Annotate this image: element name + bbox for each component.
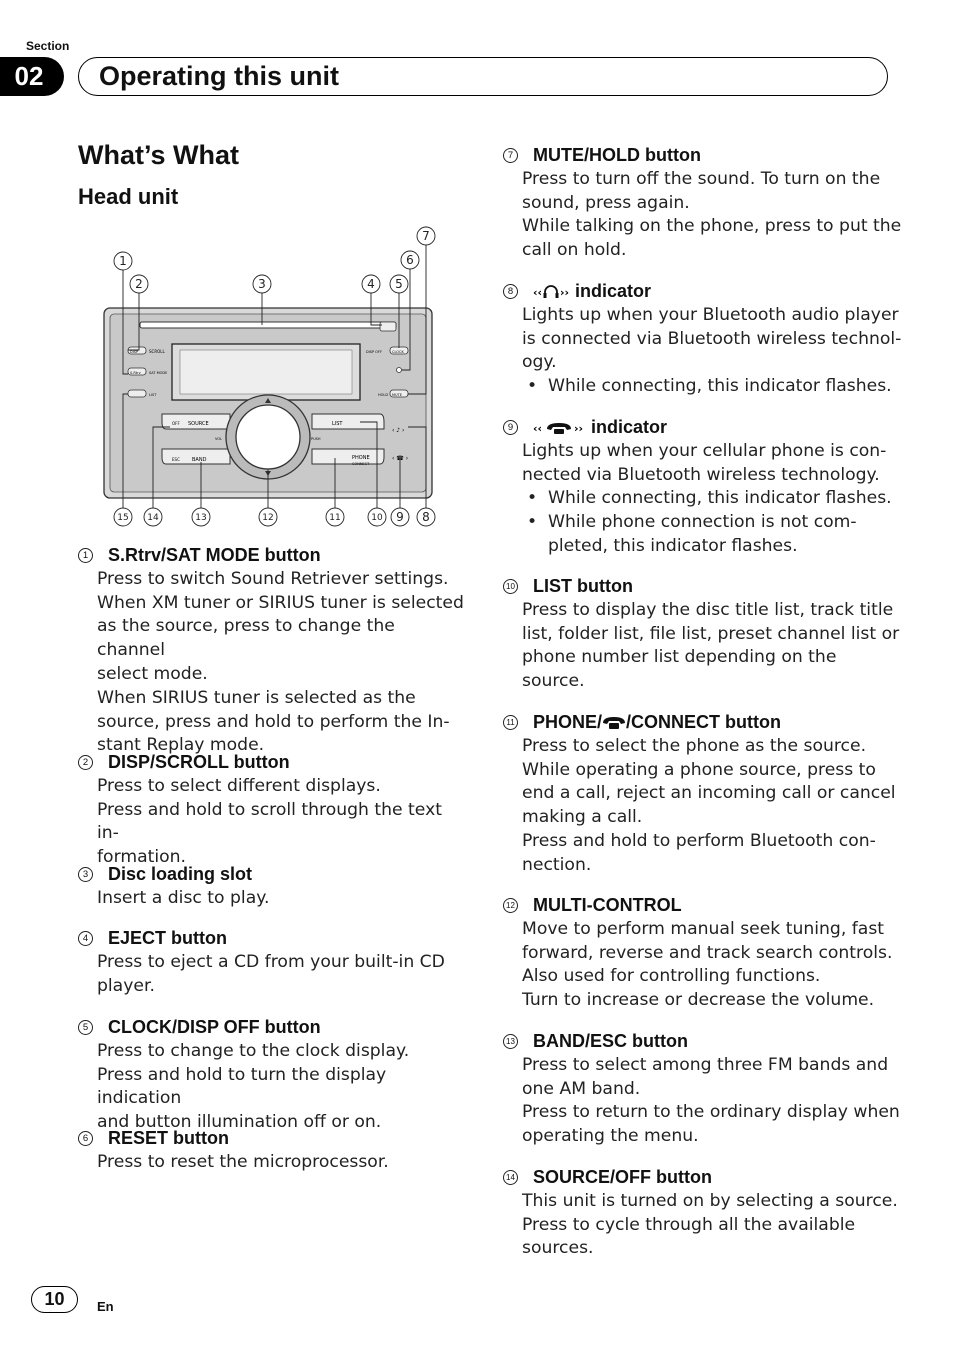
entry-line: Press and hold to turn the display indication: [97, 1064, 387, 1109]
entry-line: sources.: [522, 1238, 594, 1259]
entry-line: as the source, press to change the channel: [97, 616, 395, 661]
section-number: 02: [0, 57, 64, 96]
entry-num: 12: [503, 898, 518, 913]
entry-line: operating the menu.: [522, 1126, 699, 1147]
entry-num: 10: [503, 579, 518, 594]
entry-line: is connected via Bluetooth wireless technol-: [522, 328, 902, 349]
svg-text:‹‹: ‹‹: [533, 421, 543, 435]
entry-num: 14: [503, 1170, 518, 1185]
list-button: [312, 414, 384, 429]
entry-line: Press to select different displays.: [97, 775, 381, 796]
phone-indicator-icon: [533, 420, 585, 436]
list-small-button: [128, 390, 146, 397]
entry-1: [78, 544, 468, 758]
entry-title: indicator: [591, 417, 668, 437]
entry-line: Press to display the disc title list, track title: [522, 599, 894, 620]
entry-title: Disc loading slot: [108, 864, 253, 884]
headphone-indicator-icon: [533, 284, 569, 300]
entry-line: call on hold.: [522, 240, 627, 261]
svg-text:››: ››: [574, 421, 584, 435]
callout-4-label: 4: [367, 277, 375, 291]
entry-line: and button illumination off or on.: [97, 1112, 382, 1133]
entry-line: Press to turn off the sound. To turn on the: [522, 168, 881, 189]
phone-icon: [602, 716, 626, 730]
page-subtitle: Head unit: [78, 184, 179, 209]
entry-line: list, folder list, file list, preset channel list or: [522, 623, 900, 644]
entry-10: [503, 575, 903, 694]
entry-line: Press to cycle through all the available: [522, 1214, 856, 1235]
entry-title: EJECT button: [108, 928, 227, 948]
audio-indicator-icon: ‹ ♪ ›: [392, 427, 405, 434]
sat-mode-label: SAT MODE: [149, 371, 168, 375]
entry-title: indicator: [575, 281, 652, 301]
entry-11: [503, 711, 903, 878]
head-unit-diagram: [90, 222, 450, 538]
entry-title-pre: PHONE/: [533, 712, 603, 732]
entry-line: Press and hold to perform Bluetooth con-: [522, 830, 876, 851]
entry-5: [78, 1016, 473, 1135]
callout-13-label: 13: [195, 513, 207, 523]
entry-line: Move to perform manual seek tuning, fast: [522, 918, 885, 939]
entry-num: 3: [78, 867, 93, 882]
entry-13: [503, 1030, 903, 1149]
entry-title-post: /CONNECT button: [626, 712, 781, 732]
entry-title: S.Rtrv/SAT MODE button: [108, 545, 321, 565]
page-number: 10: [31, 1286, 78, 1313]
callout-8-label: 8: [422, 510, 430, 524]
disp-label-main: DISP: [130, 350, 139, 354]
phone-button: [312, 449, 384, 464]
bullet-item: • While connecting, this indicator flashes.: [522, 375, 903, 399]
entry-title: MUTE/HOLD button: [533, 145, 701, 165]
entry-line: formation.: [97, 847, 186, 868]
entry-line: ogy.: [522, 352, 557, 373]
entry-line: Press to reset the microprocessor.: [97, 1151, 389, 1172]
entry-line: While talking on the phone, press to put the: [522, 216, 902, 237]
entry-line: Lights up when your cellular phone is con-: [522, 440, 887, 461]
callout-1-label: 1: [119, 254, 127, 268]
entry-line: end a call, reject an incoming call or cancel: [522, 783, 896, 804]
entry-7: [503, 144, 903, 263]
entry-9: [503, 416, 903, 559]
entry-line: Press to select the phone as the source.: [522, 735, 867, 756]
entry-num: 9: [503, 420, 518, 435]
entry-line: Press to change to the clock display.: [97, 1040, 410, 1061]
entry-title: SOURCE/OFF button: [533, 1167, 712, 1187]
list-label: LIST: [332, 421, 343, 427]
entry-line: Press to eject a CD from your built-in CD: [97, 951, 445, 972]
entry-num: 4: [78, 931, 93, 946]
source-label: SOURCE: [188, 421, 209, 427]
mute-label: MUTE: [392, 393, 402, 397]
entry-line: Press to select among three FM bands and: [522, 1054, 889, 1075]
entry-line: source.: [522, 671, 585, 692]
entry-num: 5: [78, 1020, 93, 1035]
section-label: Section: [26, 39, 70, 53]
entry-line: select mode.: [97, 663, 208, 684]
entry-line: Press and hold to scroll through the text in-: [97, 799, 442, 844]
bullet-item: • While phone connection is not com- pleted, this indicator flashes.: [522, 511, 903, 559]
entry-line: While operating a phone source, press to: [522, 759, 876, 780]
list-small-label: LIST: [149, 393, 157, 397]
entry-title: BAND/ESC button: [533, 1031, 688, 1051]
entry-line: Also used for controlling functions.: [522, 966, 821, 987]
entry-title: RESET button: [108, 1128, 229, 1148]
svg-text:››: ››: [560, 285, 569, 299]
callout-5-label: 5: [395, 277, 403, 291]
entry-line: making a call.: [522, 807, 643, 828]
esc-label: ESC: [172, 457, 180, 462]
callout-6-label: 6: [406, 253, 414, 267]
callout-11-label: 11: [329, 513, 341, 523]
entry-num: 11: [503, 715, 518, 730]
entry-12: [503, 894, 903, 1013]
entry-line: phone number list depending on the: [522, 647, 837, 668]
entry-line: player.: [97, 975, 155, 996]
srtrv-label: S.Rtrv: [130, 371, 141, 375]
callout-2-label: 2: [135, 277, 143, 291]
entry-line: nection.: [522, 854, 592, 875]
entry-line: sound, press again.: [522, 192, 690, 213]
entry-line: When XM tuner or SIRIUS tuner is selected: [97, 592, 464, 613]
entry-title: DISP/SCROLL button: [108, 752, 290, 772]
disp-off-label: DISP OFF: [366, 350, 382, 354]
entry-line: Press to switch Sound Retriever settings.: [97, 568, 449, 589]
entry-line: Turn to increase or decrease the volume.: [522, 990, 875, 1011]
language-label: En: [97, 1299, 114, 1314]
entry-line: source, press and hold to perform the In-: [97, 711, 450, 732]
entry-8: [503, 280, 903, 399]
entry-num: 2: [78, 755, 93, 770]
phone-indicator-icon: ‹ ☎ ›: [392, 455, 409, 462]
callout-7-label: 7: [422, 229, 430, 243]
section-title: Operating this unit: [78, 57, 888, 96]
band-label: BAND: [192, 457, 207, 463]
entry-num: 8: [503, 284, 518, 299]
callout-3-label: 3: [258, 277, 266, 291]
entry-line: nected via Bluetooth wireless technology.: [522, 464, 880, 485]
entry-num: 1: [78, 548, 93, 563]
multi-control: [236, 405, 300, 469]
entry-line: Press to return to the ordinary display when: [522, 1102, 900, 1123]
entry-line: This unit is turned on by selecting a source.: [522, 1190, 898, 1211]
entry-14: [503, 1166, 903, 1261]
entry-line: When SIRIUS tuner is selected as the: [97, 687, 416, 708]
svg-text:‹‹: ‹‹: [533, 285, 543, 299]
entry-num: 6: [78, 1131, 93, 1146]
connect-label: CONNECT: [352, 462, 370, 466]
entry-line: stant Replay mode.: [97, 735, 265, 756]
entry-line: Insert a disc to play.: [97, 887, 270, 908]
entry-line: one AM band.: [522, 1078, 641, 1099]
entry-2: [78, 751, 468, 870]
callout-12-label: 12: [262, 513, 274, 523]
entry-line: forward, reverse and track search controls.: [522, 942, 893, 963]
entry-num: 7: [503, 148, 518, 163]
clock-label: CLOCK: [392, 350, 404, 354]
entry-line: Lights up when your Bluetooth audio player: [522, 304, 899, 325]
disc-loading-slot: [140, 322, 396, 328]
phone-label: PHONE: [352, 455, 370, 461]
push-label: PUSH: [311, 437, 321, 441]
off-label: OFF: [172, 421, 180, 426]
entry-4: [78, 927, 468, 998]
callout-14-label: 14: [147, 513, 159, 523]
entry-title: LIST button: [533, 576, 633, 596]
eject-button: [380, 322, 396, 331]
reset-button: [397, 368, 402, 373]
display-screen: [180, 350, 352, 394]
bullet-item: • While connecting, this indicator flashes.: [522, 487, 903, 511]
disp-label: SCROLL: [149, 349, 165, 354]
entry-num: 13: [503, 1034, 518, 1049]
entry-6: [78, 1127, 468, 1175]
vol-label: VOL: [215, 437, 223, 441]
entry-title: CLOCK/DISP OFF button: [108, 1017, 321, 1037]
callout-10-label: 10: [371, 513, 383, 523]
entry-title: MULTI-CONTROL: [533, 895, 682, 915]
page-title: What’s What: [78, 140, 239, 170]
hold-label: HOLD: [378, 393, 389, 397]
callout-9-label: 9: [396, 510, 404, 524]
callout-15-label: 15: [117, 513, 129, 523]
entry-3: [78, 863, 468, 911]
